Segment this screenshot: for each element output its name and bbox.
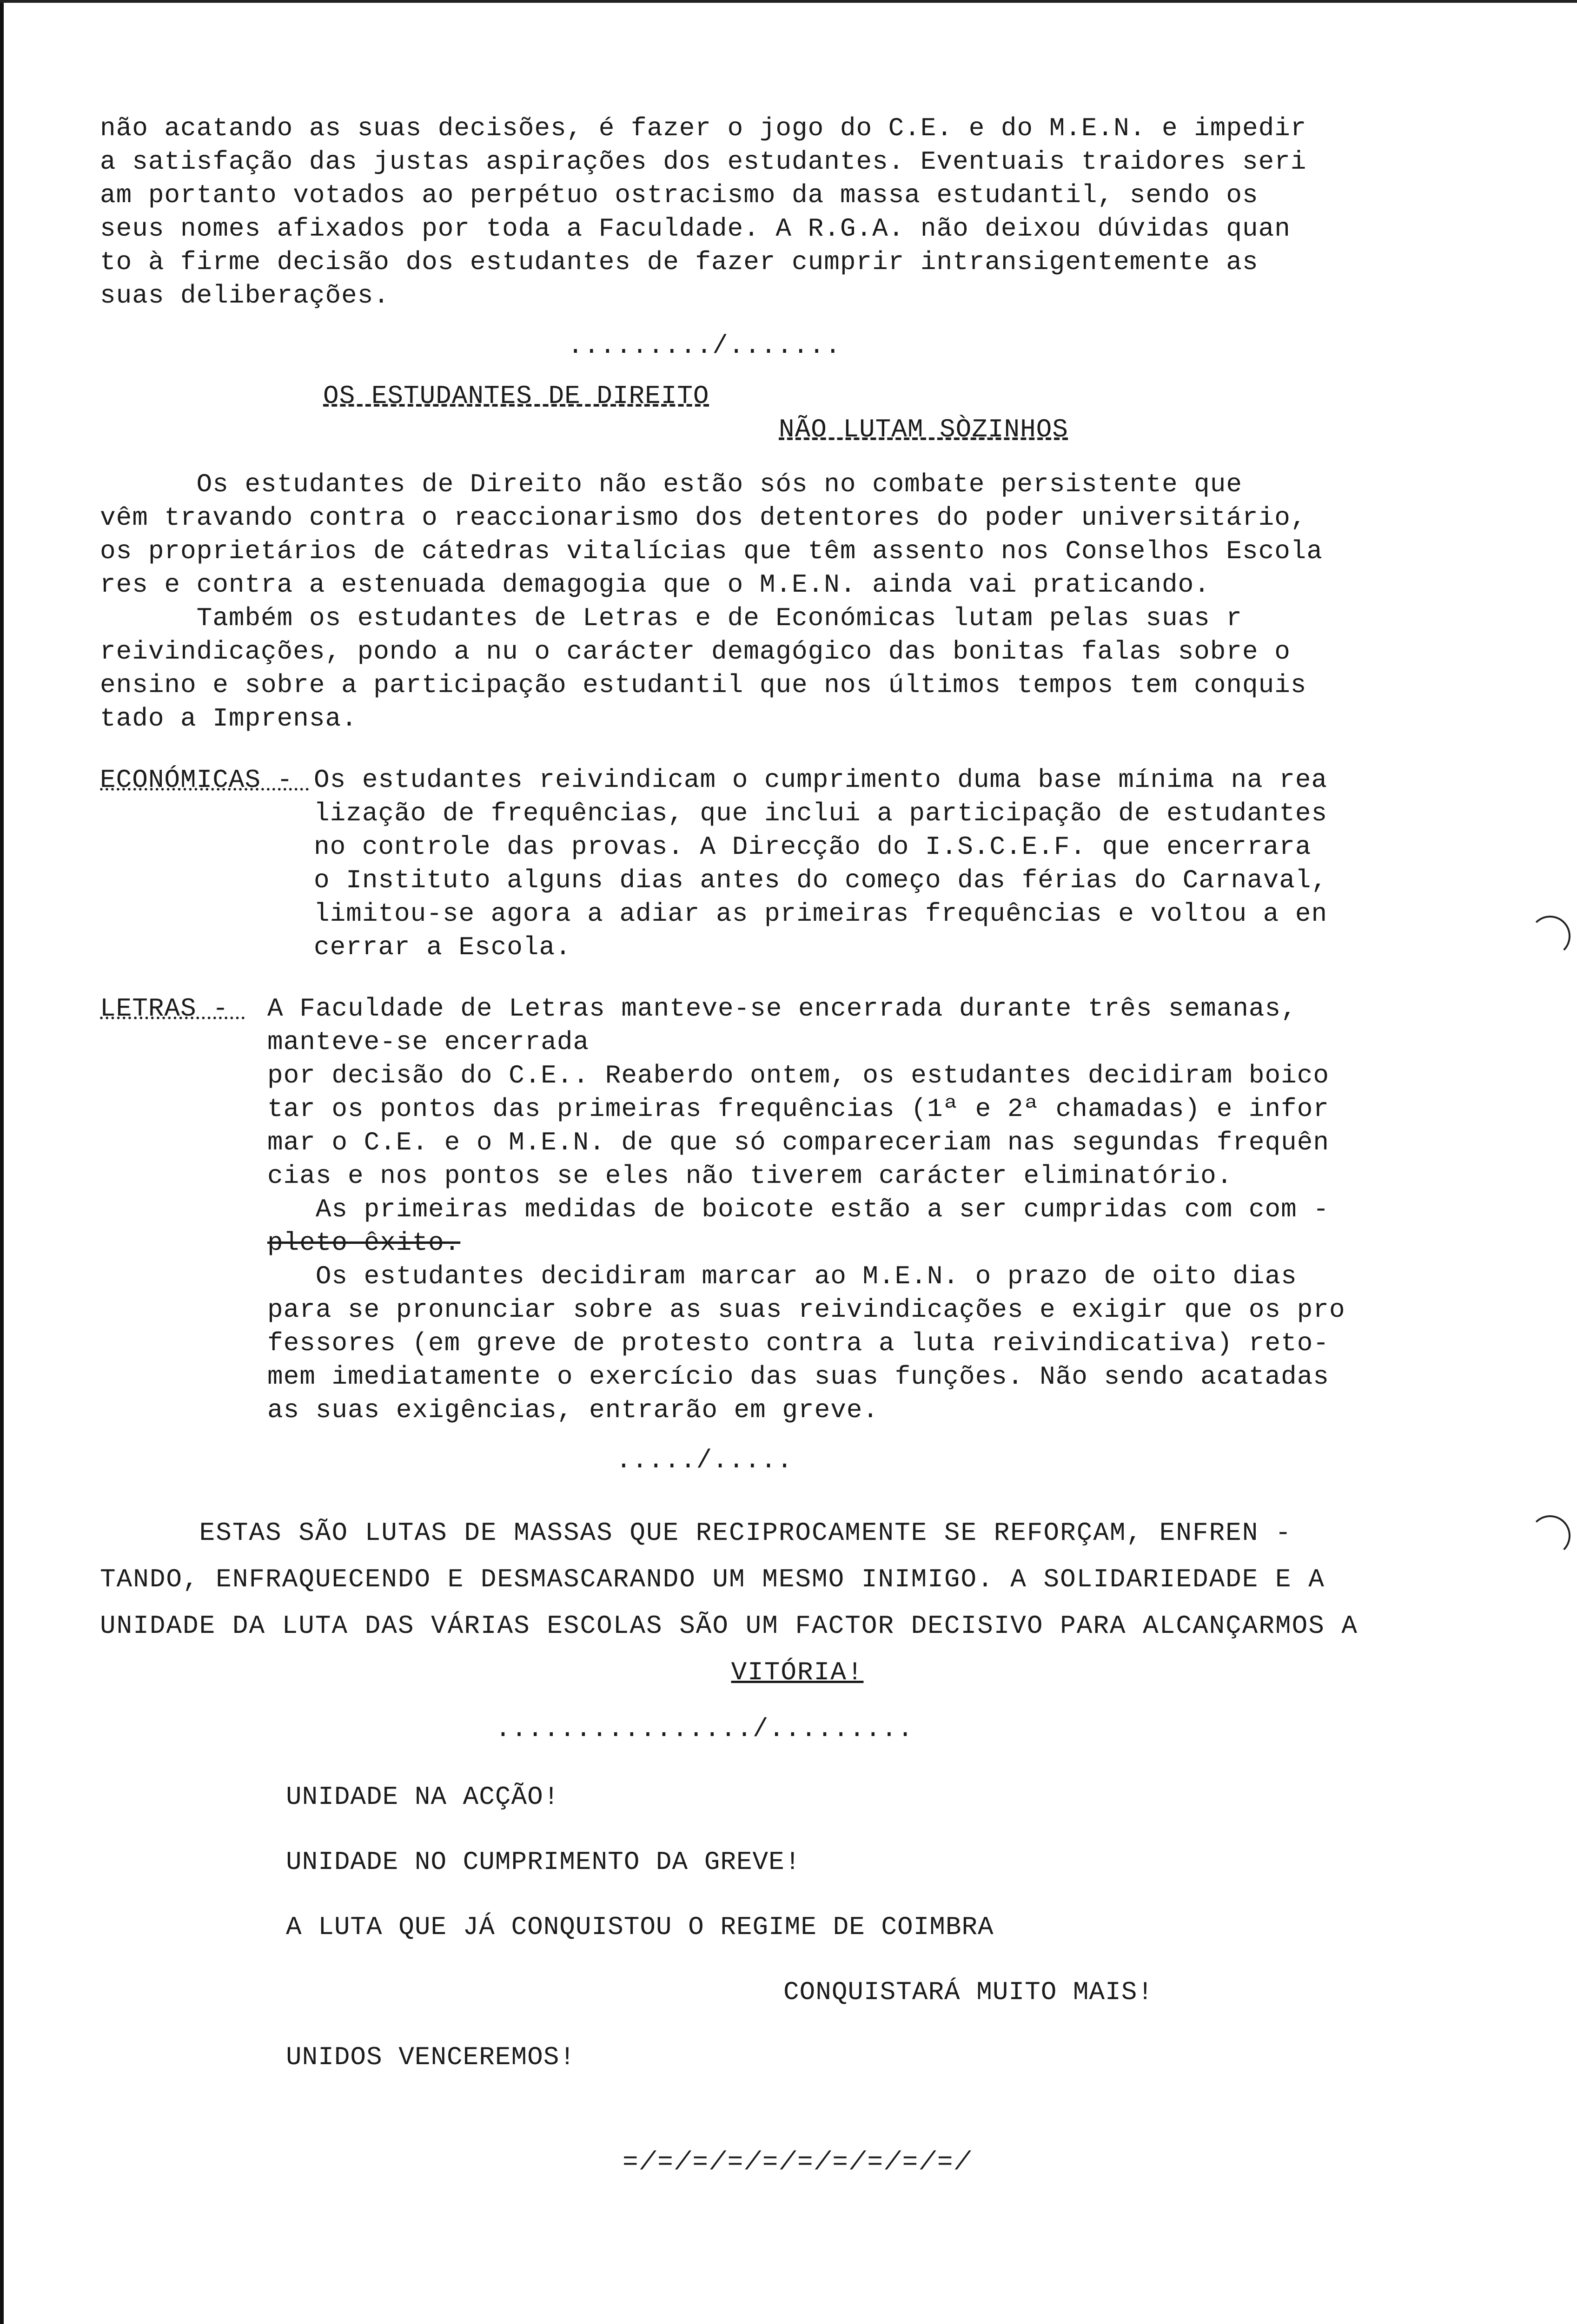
document-page: [100, 112, 1495, 2179]
text-line: UNIDADE DA LUTA DAS VÁRIAS ESCOLAS SÃO UM FACTOR DECISIVO PARA ALCANÇARMOS A: [100, 1611, 1358, 1641]
section-economicas: [100, 763, 1495, 964]
text-line: Os estudantes reivindicam o cumprimento duma base mínima na rea: [314, 765, 1328, 795]
text-line: Os estudantes de Direito não estão sós no combate persistente que: [100, 469, 1242, 499]
text-line: to à firme decisão dos estudantes de fazer cumprir intransigentemente as: [100, 247, 1259, 277]
text-line: a satisfação das justas aspirações dos estudantes. Eventuais traidores seri: [100, 147, 1307, 177]
section-body: [314, 763, 1495, 964]
closing-vitoria: VITÓRIA!: [731, 1657, 864, 1687]
text-line: TANDO, ENFRAQUECENDO E DESMASCARANDO UM MESMO INIMIGO. A SOLIDARIEDADE E A: [100, 1565, 1325, 1594]
text-line: cerrar a Escola.: [314, 932, 571, 962]
text-line: seus nomes afixados por toda a Faculdade. A R.G.A. não deixou dúvidas quan: [100, 214, 1291, 244]
section-letras: [100, 992, 1495, 1427]
text-line: Os estudantes decidiram marcar ao M.E.N. o prazo de oito dias: [267, 1261, 1297, 1291]
slogan: A LUTA QUE JÁ CONQUISTOU O REGIME DE COIMBRA: [286, 1912, 994, 1942]
text-line: não acatando as suas decisões, é fazer o jogo do C.E. e do M.E.N. e impedir: [100, 113, 1307, 143]
section-label-economicas: ECONÓMICAS -: [100, 765, 309, 795]
separator: ...../.....: [616, 1446, 793, 1475]
text-line: no controle das provas. A Direcção do I.S.C.E.F. que encerrara: [314, 832, 1312, 862]
text-line: fessores (em greve de protesto contra a luta reivindicativa) reto-: [267, 1328, 1329, 1358]
text-line: pleto êxito.: [267, 1228, 461, 1258]
text-line: manteve-se encerrada: [267, 1027, 590, 1057]
text-line: para se pronunciar sobre as suas reivindicações e exigir que os pro: [267, 1295, 1345, 1325]
text-line: mar o C.E. e o M.E.N. de que só compareceriam nas segundas frequên: [267, 1128, 1329, 1157]
top-rule: [0, 0, 1577, 7]
text-line: por decisão do C.E.. Reaberdo ontem, os estudantes decidiram boico: [267, 1061, 1329, 1090]
slogan: UNIDADE NA ACÇÃO!: [286, 1782, 560, 1812]
slogan: CONQUISTARÁ MUITO MAIS!: [783, 1977, 1153, 2007]
paragraph-tambem: [100, 601, 1495, 735]
text-line: am portanto votados ao perpétuo ostracismo da massa estudantil, sendo os: [100, 180, 1259, 210]
page-left-edge: [0, 0, 4, 2324]
text-line: res e contra a estenuada demagogia que o M.E.N. ainda vai praticando.: [100, 570, 1210, 600]
end-mark: =/=/=/=/=/=/=/=/=/=/: [622, 2147, 973, 2177]
text-line: mem imediatamente o exercício das suas funções. Não sendo acatadas: [267, 1362, 1329, 1392]
text-line: tar os pontos das primeiras frequências (1ª e 2ª chamadas) e infor: [267, 1094, 1329, 1124]
opening-paragraph: [100, 112, 1495, 312]
closing-paragraph: [100, 1510, 1495, 1696]
section-heading: [100, 379, 1495, 454]
paragraph-direito: [100, 468, 1495, 601]
section-body: [267, 992, 1495, 1427]
text-line: tado a Imprensa.: [100, 704, 358, 733]
text-line: os proprietários de cátedras vitalícias que têm assento nos Conselhos Escola: [100, 536, 1323, 566]
heading-line-1: OS ESTUDANTES DE DIREITO: [323, 381, 709, 411]
text-line: ESTAS SÃO LUTAS DE MASSAS QUE RECIPROCAMENTE SE REFORÇAM, ENFREN -: [100, 1518, 1292, 1548]
slogan: UNIDOS VENCEREMOS!: [286, 2042, 576, 2072]
text-line: Também os estudantes de Letras e de Económicas lutam pelas suas r: [100, 603, 1242, 633]
slogan: UNIDADE NO CUMPRIMENTO DA GREVE!: [286, 1847, 801, 1877]
text-line: ensino e sobre a participação estudantil que nos últimos tempos tem conquis: [100, 670, 1307, 700]
text-line: suas deliberações.: [100, 281, 390, 310]
text-line: reivindicações, pondo a nu o carácter demagógico das bonitas falas sobre o: [100, 637, 1291, 667]
text-line: As primeiras medidas de boicote estão a ser cumpridas com com -: [267, 1195, 1329, 1224]
text-line: cias e nos pontos se eles não tiverem carácter eliminatório.: [267, 1161, 1233, 1191]
slogans: [100, 1764, 1495, 2090]
heading-line-2: NÃO LUTAM SÒZINHOS: [779, 415, 1068, 444]
text-line: o Instituto alguns dias antes do começo das férias do Carnaval,: [314, 865, 1328, 895]
margin-mark: [1530, 1515, 1570, 1556]
text-line: vêm travando contra o reaccionarismo dos detentores do poder universitário,: [100, 503, 1307, 533]
separator: ................/.........: [495, 1714, 914, 1744]
text-line: as suas exigências, entrarão em greve.: [267, 1395, 879, 1425]
section-label-letras: LETRAS -: [100, 994, 245, 1023]
text-line: limitou-se agora a adiar as primeiras frequências e voltou a en: [314, 899, 1328, 929]
text-line: lização de frequências, que inclui a participação de estudantes: [314, 799, 1328, 828]
margin-mark: [1530, 916, 1570, 957]
text-line: A Faculdade de Letras manteve-se encerrada durante três semanas,: [267, 994, 1297, 1023]
separator: ........./.......: [567, 331, 842, 361]
